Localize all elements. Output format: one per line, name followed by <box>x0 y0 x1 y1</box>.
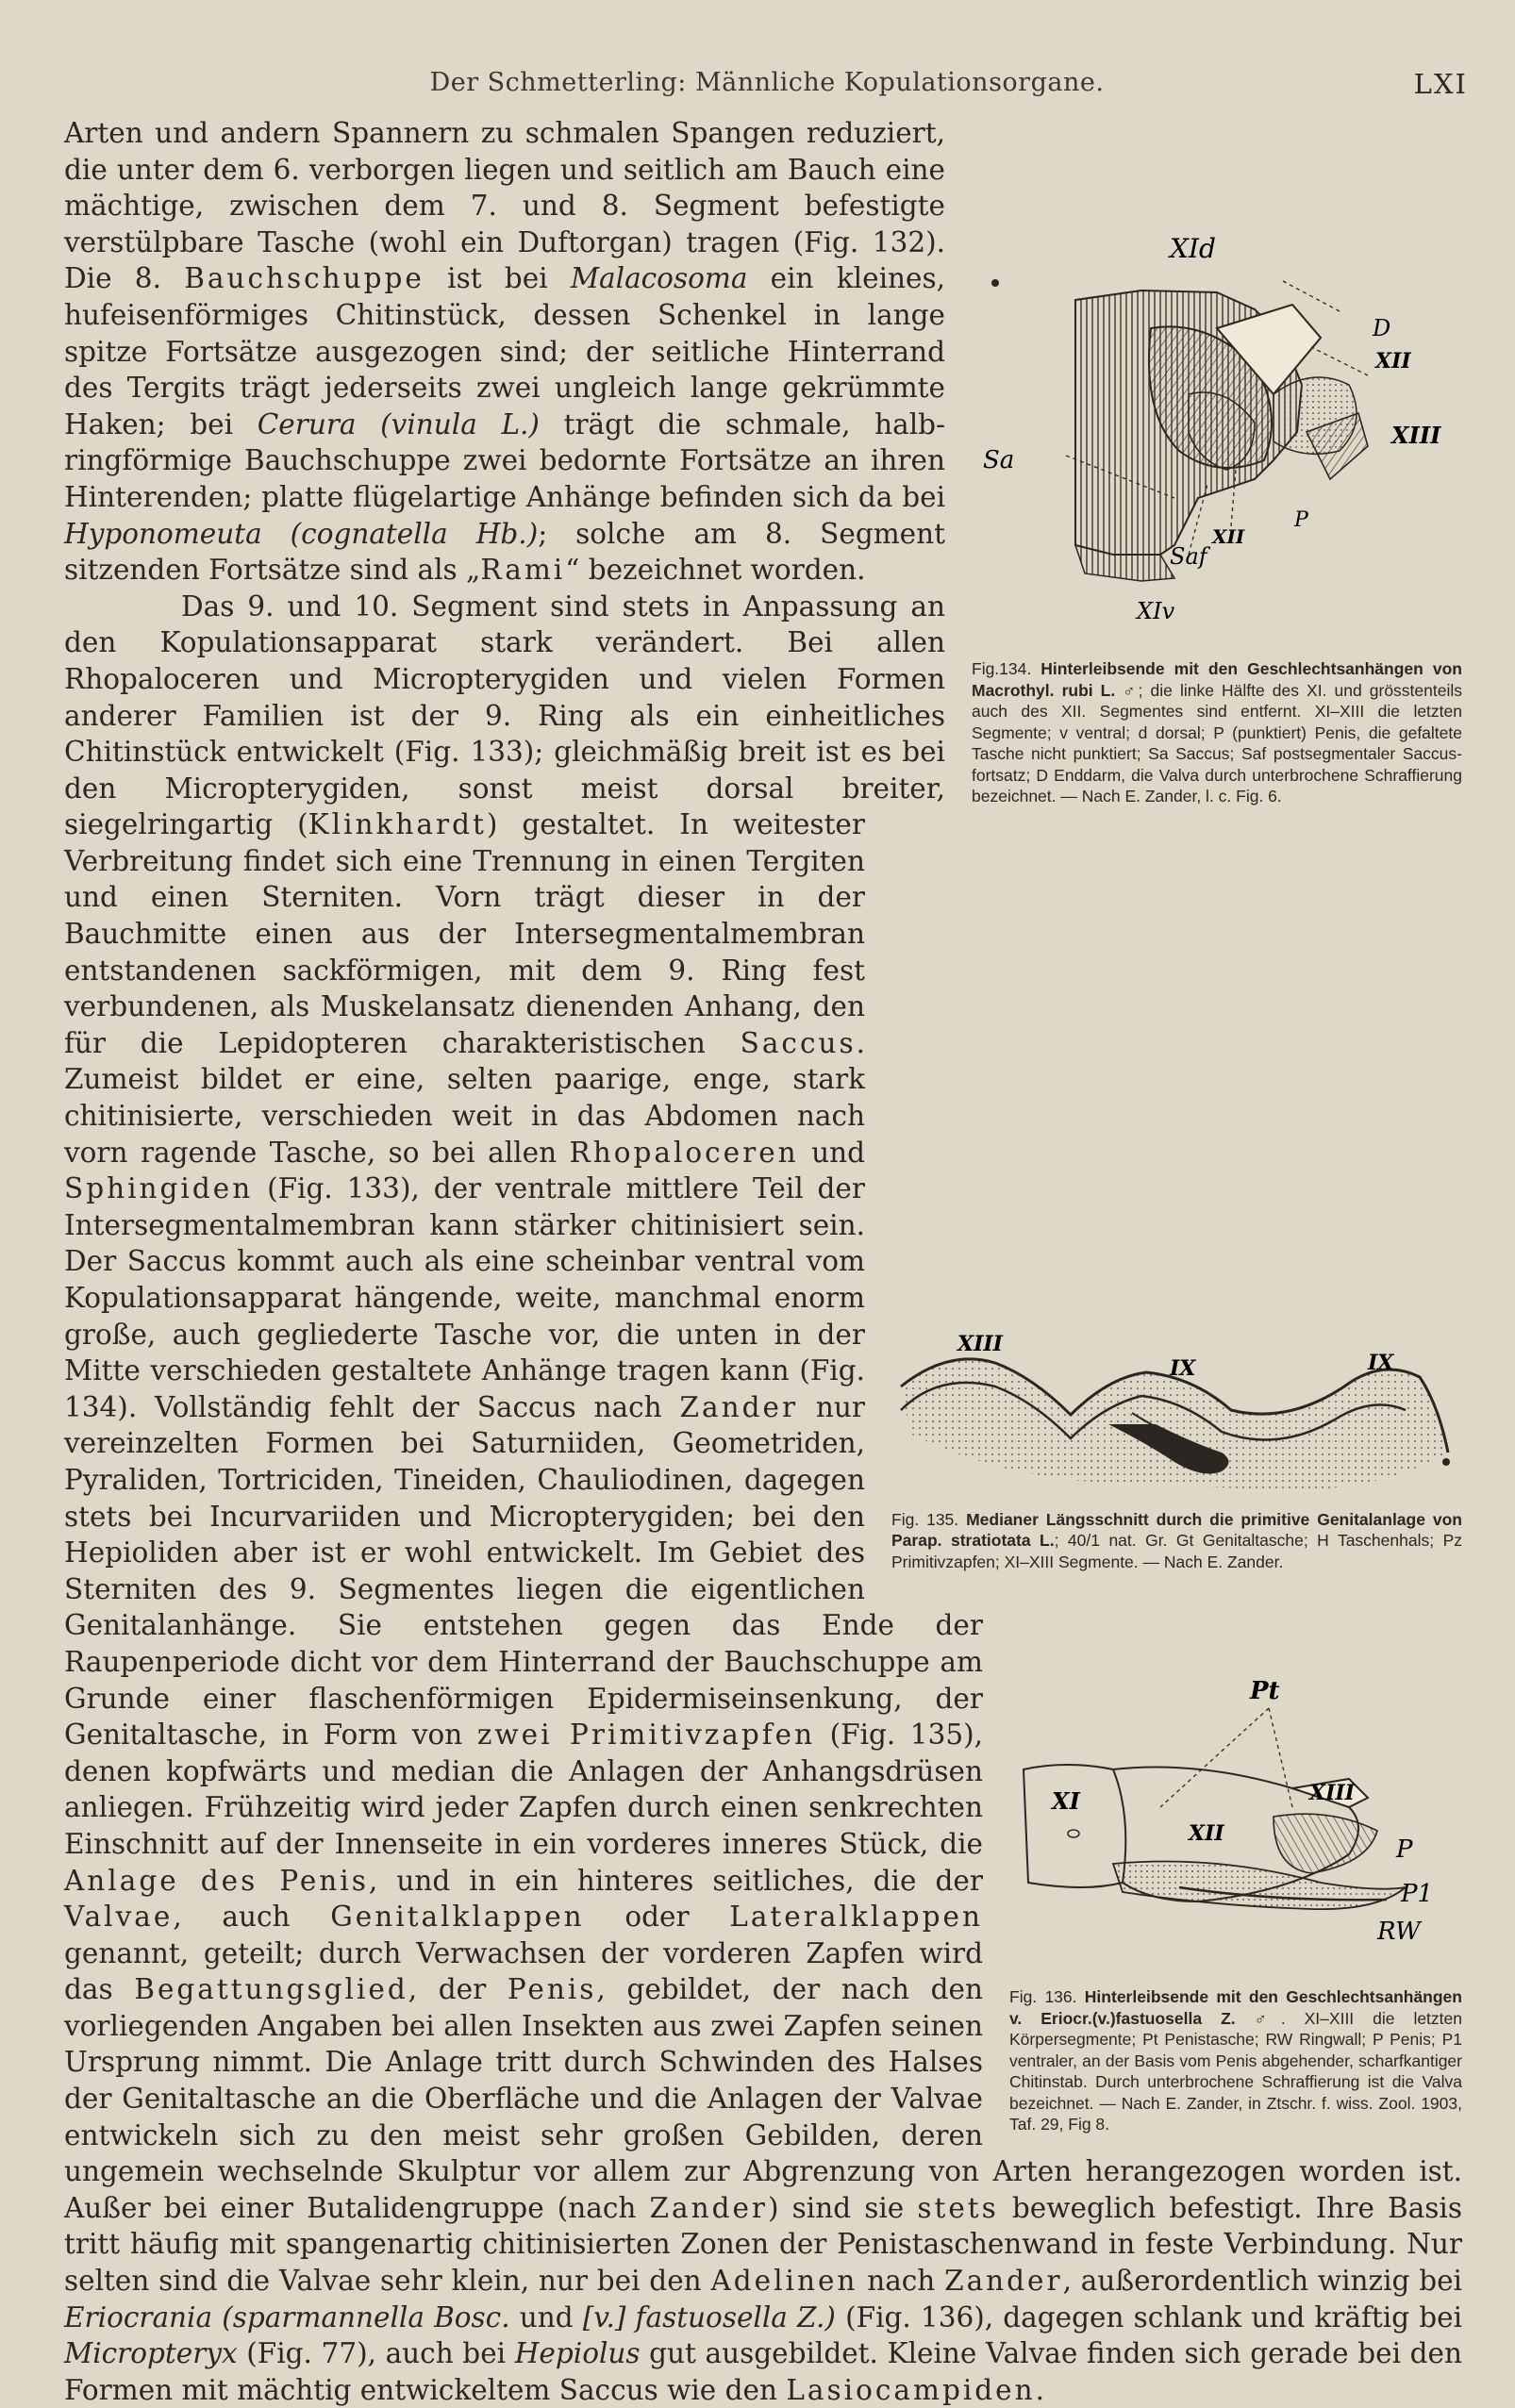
fig136-label-xi: XI <box>1052 1787 1080 1815</box>
fig136-label-p: P <box>1396 1835 1413 1864</box>
fig134-label-d: D <box>1373 315 1391 341</box>
running-header <box>66 68 1468 109</box>
body-text <box>64 115 1462 2408</box>
figure-134-caption: Fig.134. Hinterleibsende mit den Geschlechtsanhängen von Macrothyl. rubi L. ♂; die linke Hälfte des XI. und grösstenteils auch des XII. Segmentes sind entfernt. XI–XIII die letzten Segmente; v ventral; d dorsal; P (punktiert) Penis, die gefaltete Tasche nicht punktiert; Sa Saccus; Saf postsegmentaler Saccusfortsatz; D Enddarm, die Valva durch unterbrochene Schraffierung bezeichnet. — Nach E. Zander, l. c. Fig. 6. <box>972 659 1462 805</box>
paragraph-2: Das 9. und 10. Segment sind stets in Anpassung an den Kopulationsapparat stark verändert. Bei allen Rhopaloceren und Micropterygiden und vielen Formen anderer Familien ist der 9. Ring als ein einheitliches Chitinstück entwickelt (Fig. 133); gleichmäßig breit ist es bei den Micropterygiden, sonst meist dorsal breiter, siegelringartig (Klinkhardt) gestaltet. In weitester Verbreitung findet sich eine Trennung in einen Tergiten und einen Sterniten. Vorn trägt dieser in der Bauchmitte einen aus der Intersegmentalmembran entstandenen sackförmigen, mit dem 9. Ring fest verbundenen, als Muskelansatz dienenden Anhang, den für die Lepidopteren charakteristischen Saccus. Zumeist bildet er eine, selten paarige, enge, stark chitinisierte, verschieden weit in das Abdomen nach vorn ragende Tasche, so bei allen Rhopaloceren und Sphingiden (Fig. 133), der ventrale mittlere Teil der Intersegmentalmembran kann stärker chitinisiert sein. Der Saccus kommt auch als eine scheinbar ventral vom Kopulationsapparat hängende, weite, manchmal enorm große, auch gegliederte Tasche vor, die unten in der Mitte verschieden gestaltete Anhänge tragen kann (Fig. 134). Vollständig fehlt der Saccus nach Zander nur vereinzelten Formen bei Saturniiden, Geometriden, Pyraliden, Tortriciden, Tineiden, Chauliodinen, dagegen stets bei Incurvariiden und Micropterygiden; bei den Hepioliden aber ist er wohl entwickelt. Im Gebiet des Sterniten des 9. Segmentes liegen die eigentlichen Genitalanhänge. Sie entstehen gegen das Ende der Raupenperiode dicht vor dem Hinterrand der Bauchschuppe am Grunde einer flaschenförmigen Epidermiseinsenkung, der Genitaltasche, in Form von zwei Primitivzapfen (Fig. 135), denen kopfwärts und median die Anlagen der Anhangsdrüsen anliegen. Frühzeitig wird jeder Zapfen durch einen senkrechten Einschnitt auf der Innenseite in ein vorderes inneres Stück, die Anlage des Penis, und in ein hinteres seitliches, die der Valvae, auch Genitalklappen oder Lateralklappen genannt, geteilt; durch Verwachsen der vorderen Zapfen wird das Begattungsglied, der Penis, gebildet, der nach den vorliegenden Angaben bei allen Insekten aus zwei Zapfen seinen Ursprung nimmt. Die Anlage tritt durch Schwinden des Halses der Genitaltasche an die Oberfläche und die Anlagen der Valvae entwickeln sich zu den meist sehr großen Gebilden, deren ungemein wechselnde Skulptur vor allem zur Abgrenzung von Arten herangezogen worden ist. Außer bei einer Butalidengruppe (nach Zander) sind sie stets beweglich befestigt. Ihre Basis tritt häufig mit spangenartig chitinisierten Zonen der Penistaschenwand in feste Verbindung. Nur selten sind die Valvae sehr klein, nur bei den Adelinen nach Zander, außerordentlich winzig bei Eriocrania (sparmannella Bosc. und [v.] fastuosella Z.) (Fig. 136), dagegen schlank und kräftig bei Micropteryx (Fig. 77), auch bei Hepiolus gut ausgebildet. Kleine Valvae finden sich gerade bei den Formen mit mächtig entwickeltem Saccus wie den Lasiocampiden. <box>64 590 1463 2406</box>
figure-135-illustration <box>891 1320 1462 1509</box>
fig134-label-xii-lower: XII <box>1212 525 1245 548</box>
fig135-label-ix-2: IX <box>1368 1350 1394 1375</box>
fig134-label-sa: Sa <box>983 446 1015 474</box>
fig135-label-ix-1: IX <box>1170 1355 1196 1381</box>
page-number: LXI <box>1413 68 1468 100</box>
fig135-label-xiii: XIII <box>957 1331 1003 1356</box>
running-title: Der Schmetterling: Männliche Kopulationsorgane. <box>429 68 1105 97</box>
figure-135-caption: Fig. 135. Medianer Längsschnitt durch die primitive Genitalanlage von Parap. stratiotata L.; 40/1 nat. Gr. Gt Genitaltasche; H Taschenhals; Pz Primitivzapfen; XI–XIII Segmente. — Nach E. Zander. <box>891 1509 1462 1571</box>
figure-135 <box>891 1320 1462 1573</box>
fig134-label-p: P <box>1294 508 1308 532</box>
fig134-label-saf: Saf <box>1170 543 1207 570</box>
figure-134-illustration <box>972 224 1462 658</box>
fig136-label-xii: XII <box>1189 1821 1224 1846</box>
fig136-label-pt: Pt <box>1250 1677 1280 1705</box>
figure-136-caption: Fig. 136. Hinterleibsende mit den Geschlechtsanhängen v. Eriocr.(v.)fastuosella Z. ♂. XI–XIII die letzten Körpersegmente; Pt Penistasche; RW Ringwall; P Penis; P1 ventraler, an der Basis vom Penis abgehender, scharfkantiger Chitinstab. Durch unterbrochene Schraffierung ist die Valva bezeichnet. — Nach E. Zander, in Ztschr. f. wiss. Zool. 1903, Taf. 29, Fig 8. <box>1009 1987 1463 2134</box>
fig134-label-xiv: XIv <box>1137 598 1175 624</box>
paragraph-1: Arten und andern Spannern zu schmalen Spangen reduziert, die unter dem 6. verborgen liegen und seitlich am Bauch eine mächtige, zwischen dem 7. und 8. Segment befestigte verstülpbare Tasche (wohl ein Duftorgan) tragen (Fig. 132). Die 8. Bauchschuppe ist bei Malacosoma ein kleines, hufeisenförmiges Chitinstück, dessen Schenkel in lange spitze Fortsätze ausgezogen sind; der seitliche Hinterrand des Tergits trägt jederseits zwei ungleich lange gekrümmte Haken; bei Cerura (vinula L.) trägt die schmale, halbringförmige Bauchschuppe zwei bedornte Fortsätze an ihren Hinterenden; platte flügelartige Anhänge befinden sich da bei Hyponomeuta (cognatella Hb.); solche am 8. Segment sitzenden Fortsätze sind als „Rami“ bezeichnet worden. <box>64 117 945 587</box>
figure-136-illustration <box>1009 1666 1462 1986</box>
fig134-label-xii: XII <box>1375 349 1411 374</box>
fig136-label-xiii: XIII <box>1309 1781 1355 1805</box>
fig136-label-rw: RW <box>1377 1918 1421 1946</box>
figure-134 <box>972 224 1462 807</box>
fig134-label-xiii: XIII <box>1391 422 1441 449</box>
fig136-label-p1: P1 <box>1401 1880 1434 1908</box>
fig134-label-xid: XId <box>1170 233 1216 264</box>
figure-136 <box>1009 1666 1462 2135</box>
